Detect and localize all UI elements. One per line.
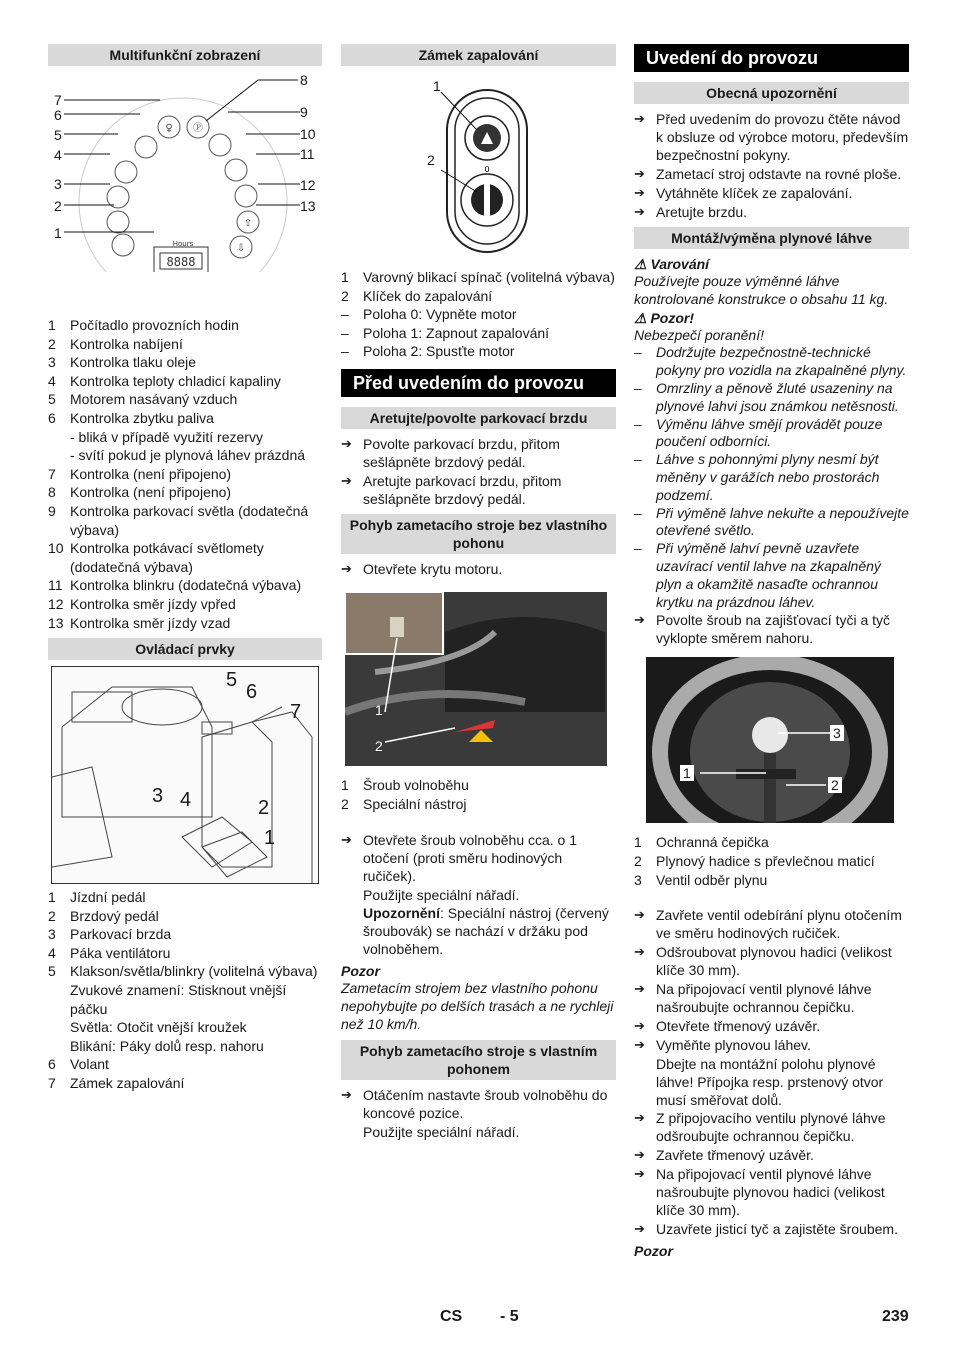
dash-label-9: 9	[300, 104, 308, 120]
gas-bottle-photo	[646, 657, 894, 823]
dash-label-12: 12	[300, 177, 316, 193]
warning-heading: ⚠ Varování	[634, 256, 710, 272]
injury-text: Nebezpečí poranění!	[634, 326, 764, 343]
hours-label: Hours	[172, 240, 194, 248]
set-idle-screw-step: ➔ Otáčením nastavte šroub volnoběhu do koncové pozice.	[341, 1086, 608, 1121]
hours-display: 8888	[166, 255, 196, 269]
ignition-figure	[341, 72, 616, 258]
dash-label-10: 10	[300, 126, 316, 142]
bottle-label-1: 1	[680, 765, 694, 781]
dash-label-3: 3	[54, 176, 62, 192]
caution-label-3: Pozor	[634, 1243, 673, 1260]
column-3: Uvedení do provozu Obecná upozornění ➔ Před uvedením do provozu čtěte návod k obsluze od výrobce motoru, především bezpečnostní pokyny. ➔ Zametací stroj odstavte na rovné ploše. ➔ Vytáhněte klíček ze zapalování. ➔ Aretujte brzdu. Montáž/výměna plynové láhve ⚠ Varování Používejte pouze výměnné láhve kontrolované konstrukce o obsahu 11 kg. ⚠ Pozor! Nebezpečí poranění! – Dodržujte bezpečnostně-technické pokyny pro vozidla na zkapalněné plyny. – Omrzliny a pěnově žluté usazeniny na plynové lahvi jsou známkou netěsnosti. – Výměnu láhve smějí provádět pouze poučení odborníci. – Láhve s pohonnými plyny nesmí být měněny v garážích nebo prostorách podzemí. – Při výměně lahve nekuřte a nepoužívejte otevřené světlo. – Při výměně lahví pevně uzavřete uzavírací ventil lahve na zkapalněný plyn a okamžitě nasaďte ochrannou krytku na prázdnou láhev. ➔ Povolte šroub na zajišťovací tyči a tyč vyklopte směrem nahoru. 3 1 2 1 Ochranná čepička 2 Plynový hadice s převlečnou maticí 3 Ventil odběr plynu ➔ Zavřete ventil odebírání plynu otočením ve směru hodinových ručiček. ➔ Odšroubovat plynovou hadici (velikost klíče 30 mm). ➔ Na připojovací ventil plynové láhve našroubujte ochrannou čepičku. ➔ Otevřete třmenový uzávěr. ➔ Vyměňte plynovou láhev. Dbejte na montážní polohu plynové láhve! Přípojka resp. prstenový otvor musí směřovat dolů. ➔ Z připojovacího ventilu plynové láhve odšroubujte ochrannou čepičku. ➔ Zavřete třmenový uzávěr. ➔ Na připojovací ventil plynové láhve našroubujte plynovou hadici (velikost klíče 30 mm). ➔ Uzavřete jisticí tyč a zajistěte šroubem. Pozor	[634, 44, 909, 1260]
ctrl-label-4: 4	[180, 789, 192, 812]
ctrl-label-1: 1	[264, 827, 276, 850]
section-heading-gas-bottle: Montáž/výměna plynové láhve	[634, 227, 909, 249]
warning-text: Používejte pouze výměnné láhve kontrolované konstrukce o obsahu 11 kg.	[634, 273, 889, 307]
dash-label-5: 5	[54, 127, 62, 143]
footer-page-number: 239	[882, 1308, 909, 1325]
bottle-label-3: 3	[830, 725, 844, 741]
dash-label-11: 11	[300, 146, 315, 162]
ign-label-2: 2	[427, 152, 435, 168]
footer-lang: CS	[440, 1308, 463, 1325]
caution-heading: ⚠ Pozor!	[634, 309, 695, 326]
bottle-label-2: 2	[828, 777, 842, 793]
dash-label-8: 8	[300, 72, 308, 88]
dash-label-2: 2	[54, 198, 62, 214]
tool-note: Upozornění: Speciální nástroj (červený šroubovák) se nachází v držáku pod volnoběhem.	[363, 905, 609, 958]
dash-label-4: 4	[54, 147, 62, 163]
svg-text:⇧: ⇧	[243, 218, 253, 229]
section-heading-controls: Ovládací prvky	[48, 638, 322, 660]
dash-label-13: 13	[300, 198, 316, 214]
section-heading-parking-brake: Aretujte/povolte parkovací brzdu	[341, 407, 616, 429]
section-heading-ignition-lock: Zámek zapalování	[341, 44, 616, 66]
caution-text: Zametacím strojem bez vlastního pohonu nepohybujte po delších trasách a ne rychleji než 10 km/h.	[341, 980, 614, 1032]
open-idle-screw-step: ➔ Otevřete šroub volnoběhu cca. o 1 otočení (proti směru hodinových ručiček).	[341, 832, 578, 885]
engine-photo-illustration	[345, 592, 607, 766]
dashboard-illustration	[48, 72, 322, 272]
dashboard-figure	[48, 72, 322, 272]
use-special-tool-text: Použijte speciální nářadí.	[363, 887, 520, 904]
mounting-position-note: Dbejte na montážní polohu plynové láhve! Přípojka resp. prstenový otvor musí směřovat dolů.	[656, 1056, 884, 1109]
ignition-legend-list: 1 Varovný blikací spínač (volitelná výbava) 2 Klíček do zapalování – Poloha 0: Vypněte motor – Poloha 1: Zapnout zapalování – Poloha 2: Spusťte motor	[341, 269, 615, 360]
dash-label-6: 6	[54, 107, 62, 123]
section-heading-with-power: Pohyb zametacího stroje s vlastním pohonem	[341, 1040, 616, 1080]
bottle-legend-list: 1 Ochranná čepička 2 Plynový hadice s převlečnou maticí 3 Ventil odběr plynu	[634, 834, 875, 888]
warning-icon: ⚠	[634, 309, 647, 326]
engine-photo	[345, 592, 607, 766]
ctrl-label-3: 3	[152, 785, 164, 808]
svg-text:♀: ♀	[165, 123, 173, 134]
chapter-heading-startup: Uvedení do provozu	[634, 44, 909, 72]
svg-text:0: 0	[484, 165, 490, 174]
ctrl-label-7: 7	[290, 701, 302, 724]
svg-text:Ⓟ: Ⓟ	[193, 123, 203, 134]
brake-step-release: ➔ Povolte parkovací brzdu, přitom sešlápněte brzdový pedál.	[341, 435, 560, 470]
ign-label-1: 1	[433, 78, 441, 94]
engine-label-1: 1	[375, 701, 383, 718]
ctrl-label-2: 2	[258, 797, 270, 820]
use-special-tool-text-2: Použijte speciální nářadí.	[363, 1123, 520, 1140]
engine-label-2: 2	[375, 737, 383, 754]
display-legend-list: 1 Počítadlo provozních hodin 2 Kontrolka nabíjení 3 Kontrolka tlaku oleje 4 Kontrolka teploty chladicí kapaliny 5 Motorem nasávaný vzduch 6 Kontrolka zbytku paliva - bliká v případě využití rezervy - svítí pokud je plynová láhev prázdná 7 Kontrolka (není připojeno) 8 Kontrolka (není připojeno) 9 Kontrolka parkovací světla (dodatečná výbava) 10 Kontrolka potkávací světlomety (dodatečná výbava) 11 Kontrolka blinkru (dodatečná výbava) 12 Kontrolka směr jízdy vpřed 13 Kontrolka směr jízdy vzad	[48, 317, 309, 631]
section-heading-multifunction-display: Multifunkční zobrazení	[48, 44, 322, 66]
dash-label-7: 7	[54, 92, 62, 108]
ignition-illustration	[341, 72, 616, 258]
footer-local-page: - 5	[500, 1308, 519, 1325]
warning-icon: ⚠	[634, 256, 647, 272]
gas-bottle-illustration	[646, 657, 894, 823]
column-1	[48, 44, 322, 1093]
controls-illustration	[52, 667, 318, 883]
engine-legend-list: 1 Šroub volnoběhu 2 Speciální nástroj	[341, 776, 469, 812]
tilt-rod-step: ➔ Povolte šroub na zajišťovací tyči a tyč vyklopte směrem nahoru.	[634, 612, 891, 647]
caution-label: Pozor	[341, 963, 380, 980]
dash-label-1: 1	[54, 225, 62, 241]
open-engine-cover-step: ➔ Otevřete krytu motoru.	[341, 560, 503, 577]
brake-step-lock: ➔ Aretujte parkovací brzdu, přitom sešlápněte brzdový pedál.	[341, 472, 562, 507]
controls-legend-list: 1 Jízdní pedál 2 Brzdový pedál 3 Parkovací brzda 4 Páka ventilátoru 5 Klakson/světla/blinkry (volitelná výbava) Zvukové znamení: Stisknout vnější páčku Světla: Otočit vnější kroužek Blikání: Páky dolů resp. nahoru 6 Volant 7 Zámek zapalování	[48, 889, 318, 1092]
svg-text:⇩: ⇩	[236, 243, 246, 254]
section-heading-general-notes: Obecná upozornění	[634, 82, 909, 104]
ctrl-label-6: 6	[246, 681, 258, 704]
bottle-steps: ➔ Zavřete ventil odebírání plynu otočením ve směru hodinových ručiček. ➔ Odšroubovat plynovou hadici (velikost klíče 30 mm). ➔ Na připojovací ventil plynové láhve našroubujte ochrannou čepičku. ➔ Otevřete třmenový uzávěr. ➔ Vyměňte plynovou láhev. Dbejte na montážní polohu plynové láhve! Přípojka resp. prstenový otvor musí směřovat dolů. ➔ Z připojovacího ventilu plynové láhve odšroubujte ochrannou čepičku. ➔ Zavřete třmenový uzávěr. ➔ Na připojovací ventil plynové láhve našroubujte plynovou hadici (velikost klíče 30 mm). ➔ Uzavřete jisticí tyč a zajistěte šroubem.	[634, 906, 909, 1238]
ctrl-label-5: 5	[226, 669, 238, 692]
controls-figure	[51, 666, 319, 884]
warning-list: – Dodržujte bezpečnostně-technické pokyny pro vozidla na zkapalněné plyny. – Omrzliny a pěnově žluté usazeniny na plynové lahvi jsou známkou netěsnosti. – Výměnu láhve smějí provádět pouze poučení odborníci. – Láhve s pohonnými plyny nesmí být měněny v garážích nebo prostorách podzemí. – Při výměně lahve nekuřte a nepoužívejte otevřené světlo. – Při výměně lahví pevně uzavřete uzavírací ventil lahve na zkapalněný plyn a okamžitě nasaďte ochrannou krytku na prázdnou láhev.	[634, 344, 909, 610]
column-2	[341, 44, 616, 1141]
section-heading-no-power: Pohyb zametacího stroje bez vlastního pohonu	[341, 514, 616, 554]
chapter-heading-before-start: Před uvedením do provozu	[341, 369, 616, 397]
